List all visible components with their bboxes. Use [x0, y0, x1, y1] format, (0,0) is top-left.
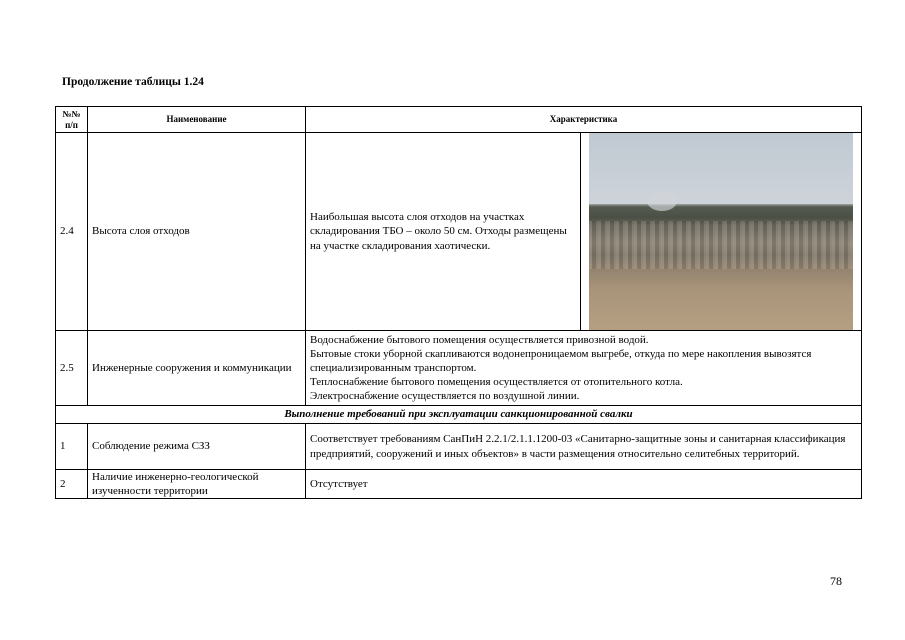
text-line: Электроснабжение осуществляется по воздушной линии. — [310, 390, 580, 403]
page-number: 78 — [830, 574, 842, 588]
header-num: №№ п/п — [56, 107, 88, 133]
row-text: Соответствует требованиям СанПиН 2.2.1/2.1.1.1200-03 «Санитарно-защитные зоны и санитарная классификация предприятий, сооружений и иных объектов» в части размещения относительно селитебных территорий. — [306, 424, 862, 470]
section-row — [56, 406, 862, 424]
table-header-row — [56, 107, 862, 133]
row-name: Инженерные сооружения и коммуникации — [88, 331, 306, 406]
row-num: 2.4 — [56, 133, 88, 331]
section-title: Выполнение требований при эксплуатации санкционированной свалки — [56, 406, 862, 424]
text-line: Теплоснабжение бытового помещения осуществляется от отопительного котла. — [310, 376, 683, 389]
table-row — [56, 331, 862, 406]
row-text: Наибольшая высота слоя отходов на участках складирования ТБО – около 50 см. Отходы размещены на участке складирования хаотически. — [306, 133, 581, 331]
table-caption: Продолжение таблицы 1.24 — [62, 76, 204, 88]
data-table — [55, 106, 862, 499]
photo-cell — [581, 133, 862, 331]
table-row — [56, 470, 862, 499]
landfill-photo — [589, 133, 853, 330]
row-num: 2 — [56, 470, 88, 499]
text-line: Бытовые стоки уборной скапливаются водонепроницаемом выгребе, откуда по мере накопления вывозятся специализированным транспортом. — [310, 347, 812, 374]
table-row — [56, 133, 862, 331]
row-name: Наличие инженерно-геологической изученности территории — [88, 470, 306, 499]
row-num: 1 — [56, 424, 88, 470]
row-text: Отсутствует — [306, 470, 862, 499]
header-characteristic: Характеристика — [306, 107, 862, 133]
smoke-plume — [647, 191, 677, 211]
row-name: Соблюдение режима СЗЗ — [88, 424, 306, 470]
row-text — [306, 331, 862, 406]
row-name: Высота слоя отходов — [88, 133, 306, 331]
table-row — [56, 424, 862, 470]
text-line: Водоснабжение бытового помещения осуществляется привозной водой. — [310, 333, 649, 346]
waste-debris — [589, 221, 853, 269]
row-num: 2.5 — [56, 331, 88, 406]
header-name: Наименование — [88, 107, 306, 133]
